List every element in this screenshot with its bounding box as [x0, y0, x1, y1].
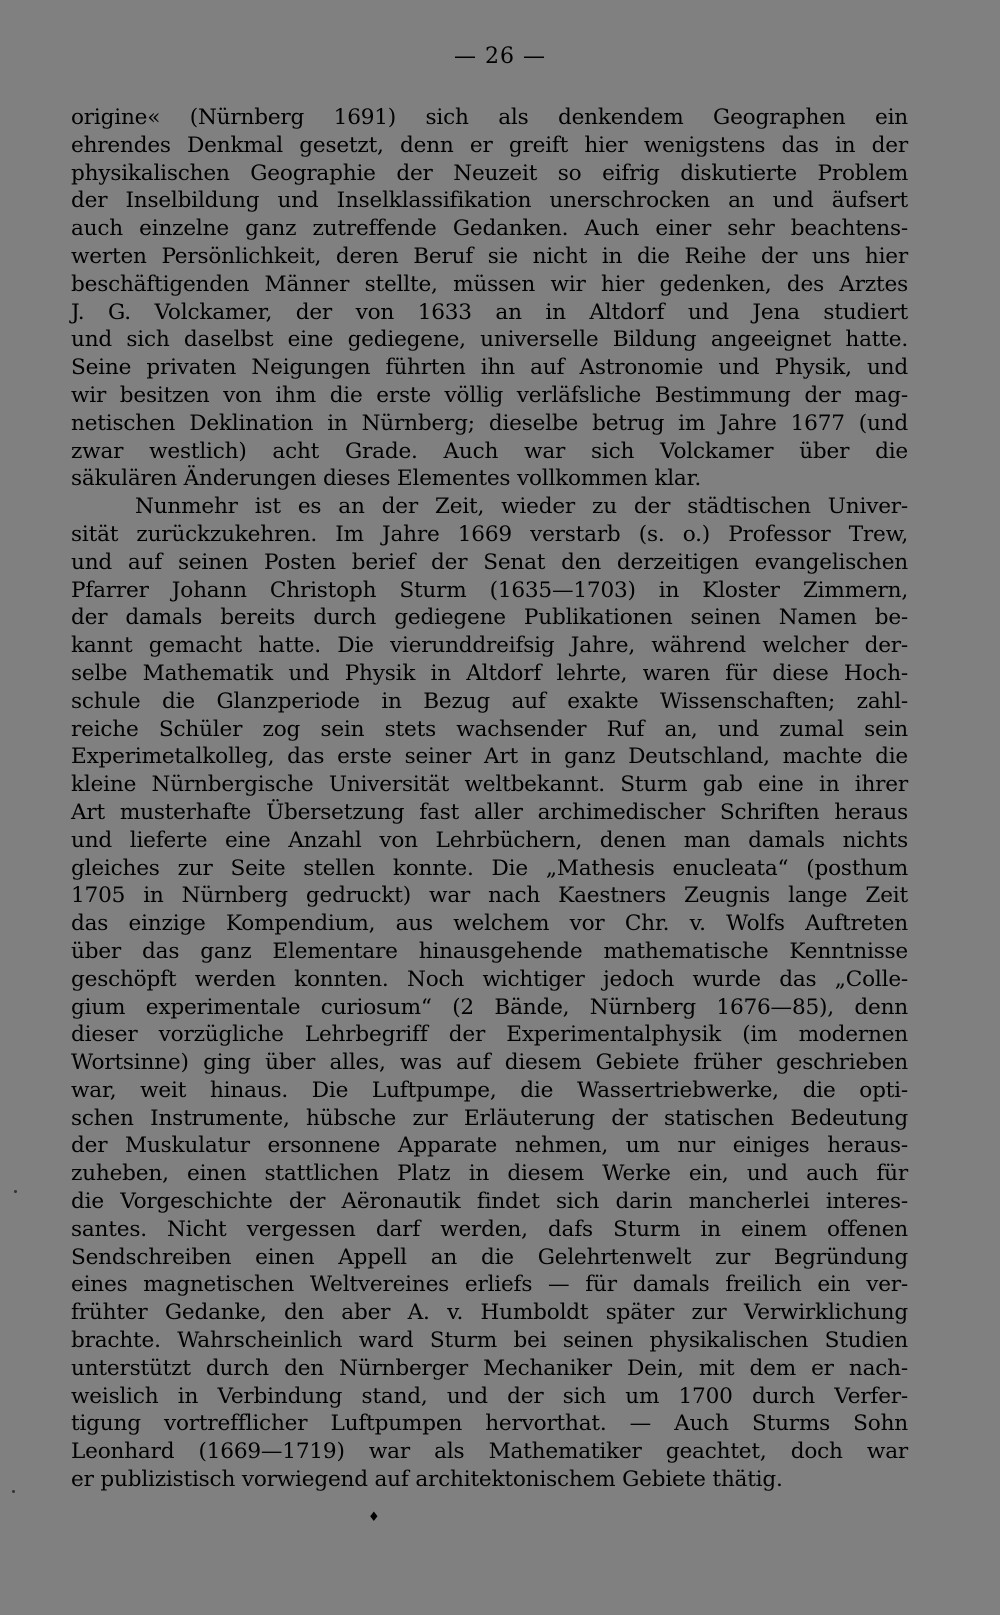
- text-line: und lieferte eine Anzahl von Lehrbüchern, denen man damals nichts: [71, 827, 908, 853]
- text-line: netischen Deklination in Nürnberg; dieselbe betrug im Jahre 1677 (und: [71, 410, 908, 436]
- text-line: er publizistisch vorwiegend auf architektonischem Gebiete thätig.: [71, 1467, 783, 1493]
- text-line: über das ganz Elementare hinausgehende mathematische Kenntnisse: [71, 938, 908, 964]
- text-line: Experimetalkolleg, das erste seiner Art in ganz Deutschland, machte die: [71, 744, 908, 770]
- text-line: brachte. Wahrscheinlich ward Sturm bei seinen physikalischen Studien: [71, 1328, 908, 1354]
- text-line: ehrendes Denkmal gesetzt, denn er greift hier wenigstens das in der: [71, 132, 908, 158]
- body-text: [71, 104, 908, 1494]
- text-line: wir besitzen von ihm die erste völlig verläfsliche Bestimmung der mag-: [71, 382, 908, 408]
- text-line: gium experimentale curiosum“ (2 Bände, Nürnberg 1676—85), denn: [71, 994, 908, 1020]
- text-line: die Vorgeschichte der Aëronautik findet sich darin mancherlei interes-: [71, 1189, 908, 1215]
- text-line: J. G. Volckamer, der von 1633 an in Altdorf und Jena studiert: [71, 299, 908, 325]
- text-line: werten Persönlichkeit, deren Beruf sie nicht in die Reihe der uns hier: [71, 243, 908, 269]
- text-line: Pfarrer Johann Christoph Sturm (1635—1703) in Kloster Zimmern,: [71, 577, 908, 603]
- text-line: schen Instrumente, hübsche zur Erläuterung der statischen Bedeutung: [71, 1105, 908, 1131]
- text-line: tigung vortrefflicher Luftpumpen hervorthat. — Auch Sturms Sohn: [71, 1411, 908, 1437]
- text-line: Leonhard (1669—1719) war als Mathematiker geachtet, doch war: [71, 1439, 908, 1465]
- text-line: geschöpft werden konnten. Noch wichtiger jedoch wurde das „Colle-: [71, 966, 908, 992]
- text-line: santes. Nicht vergessen darf werden, dafs Sturm in einem offenen: [71, 1216, 908, 1242]
- text-line: 1705 in Nürnberg gedruckt) war nach Kaestners Zeugnis lange Zeit: [71, 883, 908, 909]
- text-line: das einzige Kompendium, aus welchem vor Chr. v. Wolfs Auftreten: [71, 911, 908, 937]
- page-number: — 26 —: [454, 44, 546, 69]
- text-line: Nunmehr ist es an der Zeit, wieder zu der städtischen Univer-: [135, 494, 908, 520]
- text-line: gleiches zur Seite stellen konnte. Die „Mathesis enucleata“ (posthum: [71, 855, 908, 881]
- text-line: der Muskulatur ersonnene Apparate nehmen, um nur einiges heraus-: [71, 1133, 908, 1159]
- text-line: und sich daselbst eine gediegene, universelle Bildung angeeignet hatte.: [71, 327, 908, 353]
- text-line: Sendschreiben einen Appell an die Gelehrtenwelt zur Begründung: [71, 1244, 908, 1270]
- text-line: Wortsinne) ging über alles, was auf diesem Gebiete früher geschrieben: [71, 1050, 908, 1076]
- text-line: kleine Nürnbergische Universität weltbekannt. Sturm gab eine in ihrer: [71, 772, 908, 798]
- text-line: Seine privaten Neigungen führten ihn auf Astronomie und Physik, und: [71, 355, 908, 381]
- text-line: origine« (Nürnberg 1691) sich als denkendem Geographen ein: [71, 105, 908, 130]
- text-line: der damals bereits durch gediegene Publikationen seinen Namen be-: [71, 605, 908, 631]
- text-line: weislich in Verbindung stand, und der sich um 1700 durch Verfer-: [71, 1383, 908, 1409]
- text-line: physikalischen Geographie der Neuzeit so eifrig diskutierte Problem: [71, 160, 908, 186]
- text-line: eines magnetischen Weltvereines erliefs — für damals freilich ein ver-: [71, 1272, 908, 1298]
- text-line: der Inselbildung und Inselklassifikation unerschrocken an und äufsert: [71, 188, 908, 214]
- text-line: unterstützt durch den Nürnberger Mechaniker Dein, mit dem er nach-: [71, 1355, 908, 1381]
- text-line: reiche Schüler zog sein stets wachsender Ruf an, und zumal sein: [71, 716, 908, 742]
- text-line: zwar westlich) acht Grade. Auch war sich Volckamer über die: [71, 438, 908, 464]
- text-line: kannt gemacht hatte. Die vierunddreifsig Jahre, während welcher der-: [71, 633, 908, 659]
- text-line: und auf seinen Posten berief der Senat den derzeitigen evangelischen: [71, 549, 908, 575]
- speck-mark: [12, 1490, 15, 1493]
- text-line: sität zurückzukehren. Im Jahre 1669 verstarb (s. o.) Professor Trew,: [71, 521, 908, 547]
- text-line: Art musterhafte Übersetzung fast aller archimedischer Schriften heraus: [71, 799, 908, 825]
- text-line: frühter Gedanke, den aber A. v. Humboldt später zur Verwirklichung: [71, 1300, 908, 1326]
- text-line: beschäftigenden Männer stellte, müssen wir hier gedenken, des Arztes: [71, 271, 908, 297]
- text-line: war, weit hinaus. Die Luftpumpe, die Wassertriebwerke, die opti-: [71, 1077, 908, 1103]
- text-line: zuheben, einen stattlichen Platz in diesem Werke ein, und auch für: [71, 1161, 908, 1187]
- text-line: schule die Glanzperiode in Bezug auf exakte Wissenschaften; zahl-: [71, 688, 908, 714]
- text-line: selbe Mathematik und Physik in Altdorf lehrte, waren für diese Hoch-: [71, 660, 908, 686]
- text-line: säkulären Änderungen dieses Elementes vollkommen klar.: [71, 466, 702, 492]
- text-line: auch einzelne ganz zutreffende Gedanken. Auch einer sehr beachtens-: [71, 216, 908, 242]
- text-line: dieser vorzügliche Lehrbegriff der Experimentalphysik (im modernen: [71, 1022, 908, 1048]
- speck-mark: [14, 1190, 17, 1193]
- ornament-icon: ♦: [368, 1510, 380, 1525]
